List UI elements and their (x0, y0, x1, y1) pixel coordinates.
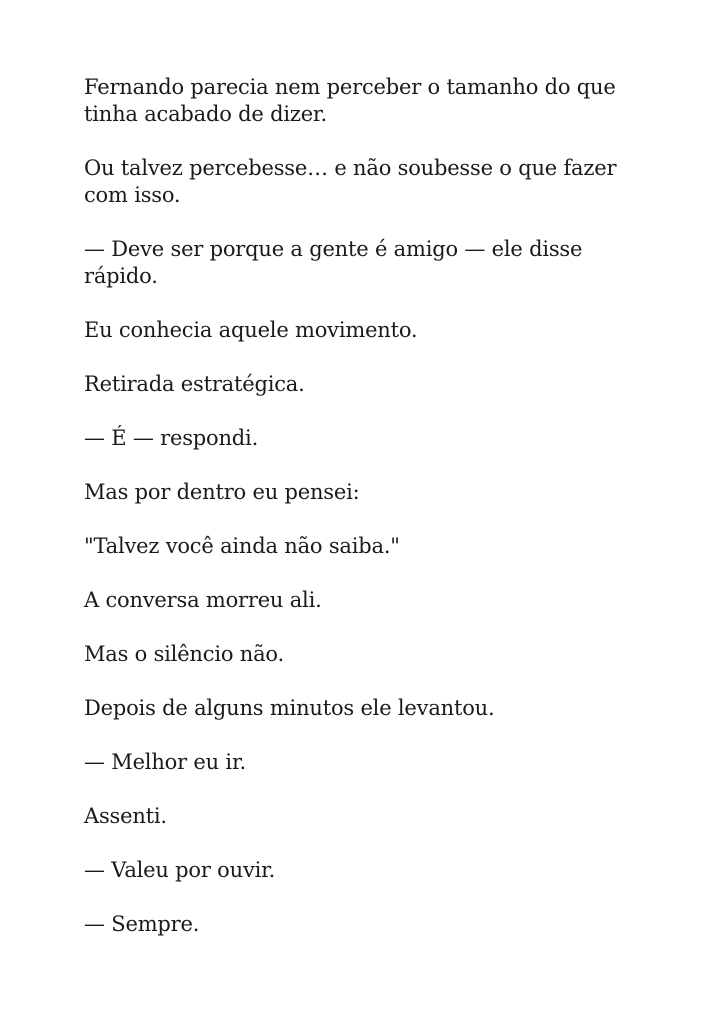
paragraph: Fernando parecia nem perceber o tamanho do que tinha acabado de dizer. (84, 75, 616, 126)
paragraph: — Deve ser porque a gente é amigo — ele disse rápido. (84, 237, 583, 288)
paragraph: "Talvez você ainda não saiba." (84, 534, 400, 558)
paragraph: — Sempre. (84, 912, 200, 936)
paragraph: Mas por dentro eu pensei: (84, 480, 360, 504)
paragraph: Retirada estratégica. (84, 372, 305, 396)
paragraph: — Melhor eu ir. (84, 750, 246, 774)
paragraph: Depois de alguns minutos ele levantou. (84, 696, 495, 720)
paragraph: Eu conhecia aquele movimento. (84, 318, 418, 342)
paragraph: Mas o silêncio não. (84, 642, 284, 666)
paragraph: Assenti. (84, 804, 167, 828)
paragraph: A conversa morreu ali. (84, 588, 322, 612)
paragraph: Ou talvez percebesse… e não soubesse o que fazer com isso. (84, 156, 617, 207)
paragraph: — É — respondi. (84, 426, 259, 450)
paragraph: — Valeu por ouvir. (84, 858, 276, 882)
